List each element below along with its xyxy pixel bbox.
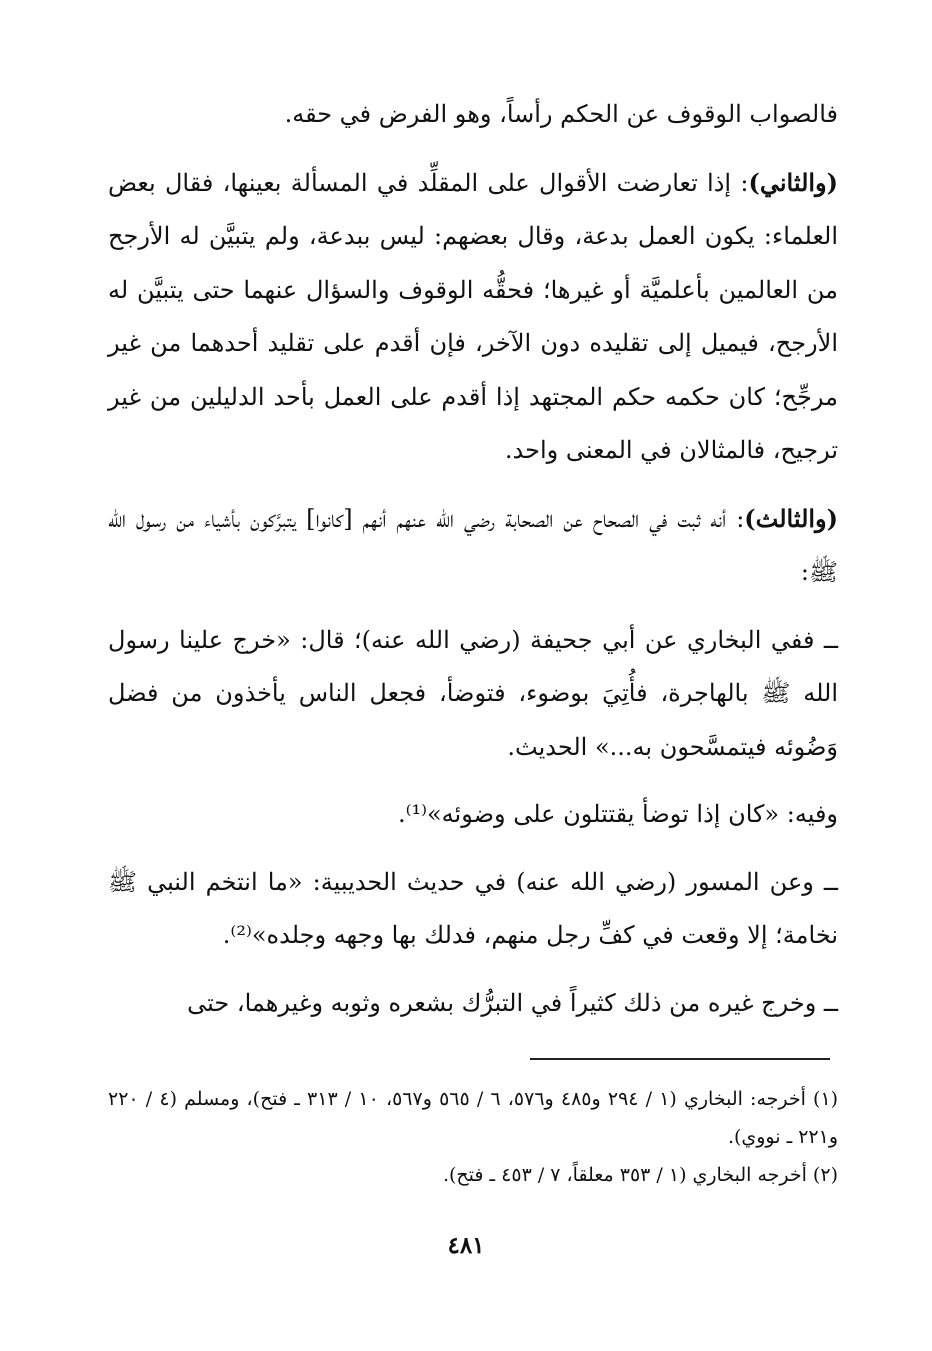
paragraph-text: فالصواب الوقوف عن الحكم رأساً، وهو الفرض في حقه. xyxy=(284,100,838,128)
paragraph-text: : أنه ثبت في الصحاح عن الصحابة رضي الله عنهم أنهم [كانوا] يتبرَّكون بأشياء من رسول الله ﷺ: xyxy=(108,504,838,586)
paragraph xyxy=(108,856,838,963)
paragraph xyxy=(108,788,838,842)
paragraph-lead: (والثاني) xyxy=(748,167,838,197)
paragraph xyxy=(108,614,838,775)
paragraph xyxy=(108,88,838,142)
paragraph-text: ــ وخرج غيره من ذلك كثيراً في التبرُّك بشعره وثوبه وغيرهما، حتى xyxy=(187,988,838,1017)
footnote: (١) أخرجه: البخاري (١ / ٢٩٤ و٤٨٥ و٥٧٦، ٦ / ٥٦٥ و٥٦٧، ١٠ / ٣١٣ ـ فتح)، ومسلم (٤ / ٢٢٠ و٢٢١ ـ نووي). xyxy=(108,1088,839,1148)
main-text xyxy=(108,88,838,1044)
paragraph xyxy=(108,492,838,600)
paragraph-lead: (والثالث) xyxy=(744,503,838,533)
paragraph-text: : إذا تعارضت الأقوال على المقلِّد في المسألة بعينها، فقال بعض العلماء: يكون العمل بدعة، وقال بعضهم: ليس ببدعة، ولم يتبيَّن له الأرجح من العالمين بأعلميَّة أو غيرها؛ فحقُّه الوقوف والسؤال عنهما حتى يتبيَّن له الأرجح، فيميل إلى تقليده دون الآخر، فإن أقدم على تقليد أحدهما من غير مرجِّح؛ كان حكمه حكم المجتهد إذا أقدم على العمل بأحد الدليلين من غير ترجيح، فالمثالان في المعنى واحد. xyxy=(108,168,838,464)
footnote: (٢) أخرجه البخاري (١ / ٣٥٣ معلقاً، ٧ / ٤٥٣ ـ فتح). xyxy=(442,1164,838,1186)
paragraph xyxy=(108,977,838,1031)
footnote-divider xyxy=(530,1058,830,1060)
paragraph-text: ــ وعن المسور (رضي الله عنه) في حديث الحديبية: «ما انتخم النبي ﷺ نخامة؛ إلا وقعت في كفِّ رجل منهم، فدلك بها وجهه وجلده»⁽²⁾. xyxy=(108,867,838,949)
paragraph xyxy=(108,156,838,478)
paragraph-text: وفيه: «كان إذا توضأ يقتتلون على وضوئه»⁽¹⁾. xyxy=(397,800,838,828)
paragraph-text: ــ ففي البخاري عن أبي جحيفة (رضي الله عنه)؛ قال: «خرج علينا رسول الله ﷺ بالهاجرة، فأُتِيَ بوضوء، فتوضأ، فجعل الناس يأخذون من فضل وَضُوئه فيتمسَّحون به...» الحديث. xyxy=(108,625,838,761)
footnotes xyxy=(108,1080,838,1194)
page-number: ٤٨١ xyxy=(447,1232,485,1259)
